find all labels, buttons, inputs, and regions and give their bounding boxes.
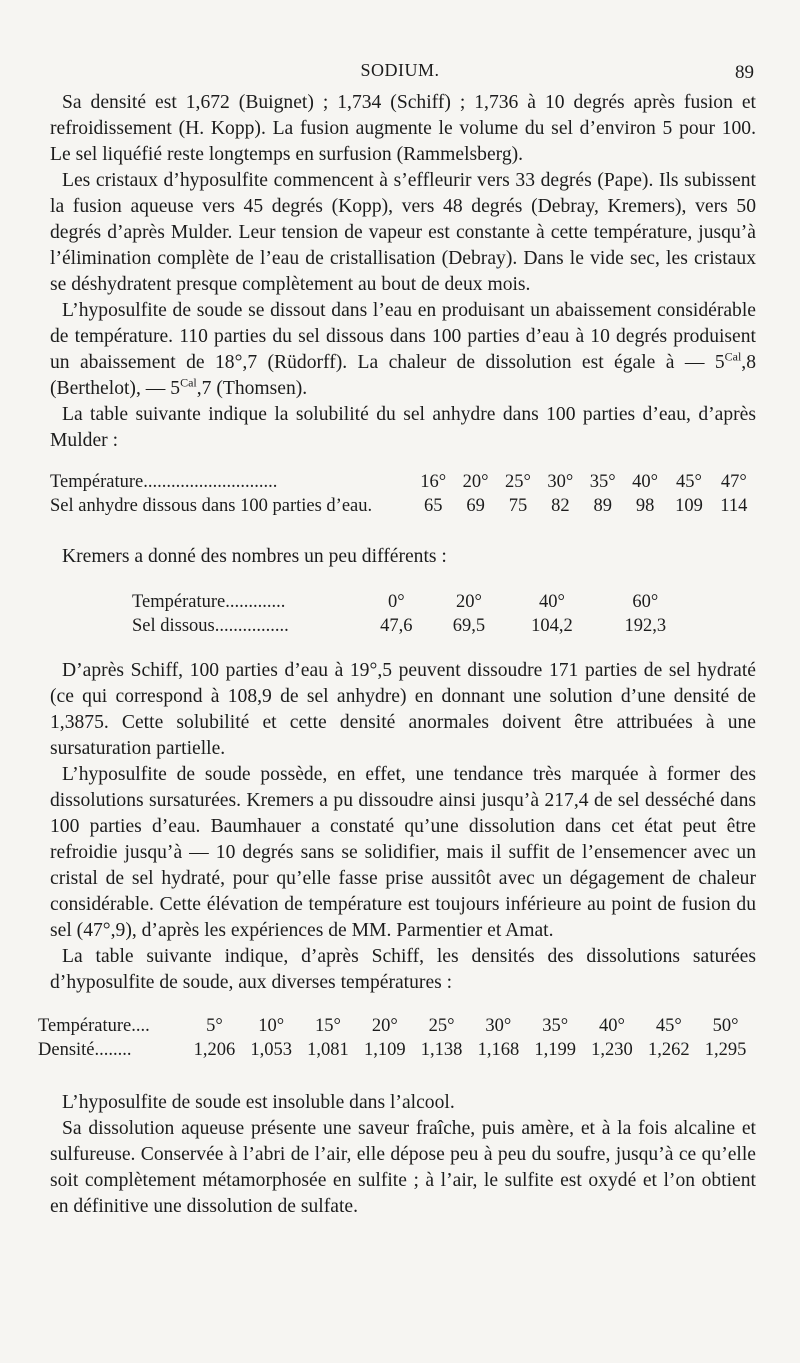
table-cell: 89: [593, 496, 612, 516]
row-label: Sel anhydre dissous dans 100 parties d’eau.: [50, 496, 373, 516]
page-body: [38, 90, 756, 1220]
table-cell: 40°: [599, 1016, 625, 1036]
table-cell: 45°: [675, 472, 702, 492]
calorie-superscript: Cal: [180, 375, 197, 390]
text-segment: ,8 (Berthelot), — 5: [50, 352, 756, 399]
table-cell: 25°: [428, 1016, 455, 1036]
table-row: [38, 1038, 754, 1062]
row-label: Température....: [38, 1016, 150, 1036]
table-cell: 104,2: [531, 616, 573, 636]
table-cell: 1,262: [647, 1040, 690, 1060]
paragraph-kremers-intro: Kremers a donné des nombres un peu différents :: [62, 546, 447, 567]
paragraph-schiff-solubility: D’après Schiff, 100 parties d’eau à 19°,5 peuvent dissoudre 171 parties de sel hydraté (ce qui correspond à 108,9 de sel anhydre) en donnant une solution d’une densité de 1,3875. Cette solubilité et cette densité anormales doivent être attribuées à une sursaturation partielle.: [50, 660, 756, 759]
table-cell: 30°: [485, 1016, 512, 1036]
table-cell: 1,109: [363, 1040, 406, 1060]
paragraph-crystals: Les cristaux d’hyposulfite commencent à s’effleurir vers 33 degrés (Pape). Ils subissent la fusion aqueuse vers 45 degrés (Kopp), vers 48 degrés (Debray, Kremers), vers 50 degrés d’après Mulder. Leur tension de vapeur est constante à cette température, jusqu’à l’élimination complète de l’eau de cristallisation (Debray). Dans le vide sec, les cristaux se déshydratent presque complètement au bout de deux mois.: [50, 170, 756, 295]
table-cell: 69: [466, 496, 485, 516]
table-cell: 1,053: [250, 1040, 292, 1060]
table-cell: 98: [635, 496, 655, 516]
page-header: [0, 56, 800, 86]
row-label: Température.............................: [50, 472, 278, 492]
table-cell: 16°: [420, 472, 447, 492]
table-cell: 40°: [632, 472, 659, 492]
table-schiff-density: [38, 1014, 754, 1062]
table-kremers-solubility: [132, 590, 692, 638]
table-cell: 0°: [387, 592, 405, 612]
table-cell: 1,206: [193, 1040, 236, 1060]
text-segment: L’hyposulfite de soude se dissout dans l’eau en produisant un abaissement considérable de température. 110 parties du sel dissous dans 100 parties d’eau à 10 degrés produisent un abaissement de 18°,7 (Rüdorff). La chaleur de dissolution est égale à — 5: [50, 300, 756, 373]
row-label: Température.............: [132, 592, 286, 612]
running-title: SODIUM.: [360, 60, 440, 80]
paragraph-supersaturation: L’hyposulfite de soude possède, en effet, une tendance très marquée à former des dissolutions sursaturées. Kremers a pu dissoudre ainsi jusqu’à 217,4 de sel desséché dans 100 parties d’eau. Baumhauer a constaté qu’une dissolution dans cet état peut être refroidie jusqu’à — 10 degrés sans se solidifier, mais il suffit de l’ensemencer avec un cristal de sel hydraté, pour qu’elle fasse prise aussitôt avec un dégagement de chaleur considérable. Cette élévation de température est toujours inférieure au point de fusion du sel (47°,9), d’après les expériences de MM. Parmentier et Amat.: [50, 764, 756, 941]
table-row: [132, 614, 692, 638]
row-label: Sel dissous................: [132, 616, 289, 636]
row-label: Densité........: [38, 1040, 132, 1060]
table-cell: 25°: [504, 472, 531, 492]
paragraph-dissolution-heat: [50, 298, 756, 402]
table-cell: 69,5: [452, 616, 486, 636]
page-number: 89: [735, 62, 754, 83]
table-row: [50, 494, 756, 518]
table-cell: 45°: [655, 1016, 682, 1036]
calorie-superscript: Cal: [724, 349, 742, 364]
table-cell: 65: [423, 496, 443, 516]
table-cell: 47,6: [380, 616, 413, 636]
table-cell: 60°: [632, 592, 659, 612]
paragraph-density: Sa densité est 1,672 (Buignet) ; 1,734 (Schiff) ; 1,736 à 10 degrés après fusion et refroidissement (H. Kopp). La fusion augmente le volume du sel d’environ 5 pour 100. Le sel liquéfié reste longtemps en surfusion (Rammelsberg).: [50, 92, 756, 165]
table-cell: 20°: [455, 592, 482, 612]
table-cell: 192,3: [624, 616, 667, 636]
table-row: [50, 470, 756, 494]
table-cell: 40°: [538, 592, 565, 612]
table-cell: 75: [508, 496, 528, 516]
table-cell: 82: [551, 496, 570, 516]
table-mulder-solubility: [50, 470, 756, 518]
paragraph-schiff-intro: La table suivante indique, d’après Schiff, les densités des dissolutions saturées d’hyposulfite de soude, aux diverses températures :: [50, 946, 756, 993]
table-cell: 15°: [315, 1016, 341, 1036]
table-cell: 35°: [589, 472, 616, 492]
table-cell: 50°: [712, 1016, 739, 1036]
paragraph-aqueous-solution: Sa dissolution aqueuse présente une saveur fraîche, puis amère, et à la fois alcaline et sulfureuse. Conservée à l’abri de l’air, elle dépose peu à peu du soufre, jusqu’à ce qu’elle soit complètement métamorphosée en sulfite ; à l’air, le sulfite est oxydé et l’on obtient en définitive une dissolution de sulfate.: [50, 1118, 756, 1217]
table-cell: 114: [720, 496, 748, 516]
table-cell: 109: [675, 496, 703, 516]
text-segment: ,7 (Thomsen).: [196, 378, 308, 399]
table-cell: 1,168: [477, 1040, 520, 1060]
table-cell: 1,295: [704, 1040, 747, 1060]
paragraph-mulder-intro: La table suivante indique la solubilité du sel anhydre dans 100 parties d’eau, d’après Mulder :: [50, 404, 756, 451]
table-row: [38, 1014, 754, 1038]
table-cell: 35°: [542, 1016, 569, 1036]
table-cell: 20°: [371, 1016, 398, 1036]
table-cell: 1,199: [534, 1040, 576, 1060]
table-cell: 20°: [462, 472, 489, 492]
table-cell: 10°: [258, 1016, 285, 1036]
table-cell: 1,230: [591, 1040, 633, 1060]
table-cell: 47°: [720, 472, 747, 492]
table-cell: 30°: [547, 472, 574, 492]
paragraph-alcohol: L’hyposulfite de soude est insoluble dans l’alcool.: [62, 1092, 455, 1113]
table-row: [132, 590, 692, 614]
table-cell: 1,138: [420, 1040, 463, 1060]
table-cell: 5°: [206, 1016, 223, 1036]
table-cell: 1,081: [307, 1040, 349, 1060]
